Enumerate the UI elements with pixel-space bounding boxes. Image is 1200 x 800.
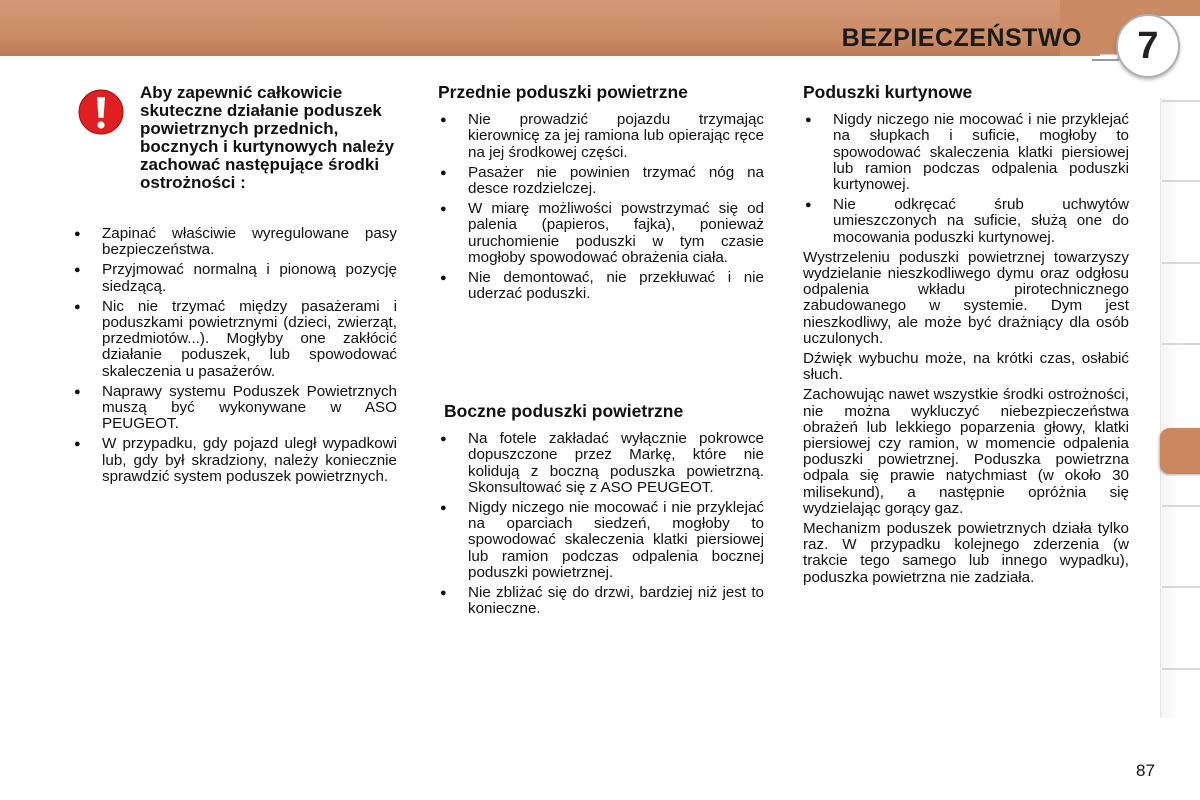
paragraph: Dźwięk wybuchu może, na krótki czas, osłabić słuch. [803,350,1129,384]
warning-list [72,226,397,485]
list-item: ● Pasażer nie powinien trzymać nóg na desce rozdzielczej. [438,165,764,197]
section-heading: Boczne poduszki powietrzne [444,401,684,421]
chapter-badge: 7 [1116,14,1180,78]
list-item: ● Nic nie trzymać między pasażerami i poduszkami powietrznymi (dzieci, zwierząt, przedmiotów...). Mogłyby one zakłócić działanie poduszek, lub spowodować skaleczenia u pasażerów. [72,299,397,380]
list-item: ● W przypadku, gdy pojazd uległ wypadkowi lub, gdy był skradziony, należy koniecznie sprawdzić system poduszek powietrznych. [72,436,397,485]
list-item: ● Nie prowadzić pojazdu trzymając kierownicę za jej ramiona lub opierając ręce na jej środkowej części. [438,112,764,161]
list-item: ● Nie zbliżać się do drzwi, bardziej niż jest to konieczne. [438,585,764,617]
list-item: ● Na fotele zakładać wyłącznie pokrowce dopuszczone przez Markę, które nie kolidują z boczną poduszka powietrzną. Skonsultować się z ASO PEUGEOT. [438,431,764,496]
exclamation-icon [77,88,125,136]
side-tab-divider [1162,668,1200,670]
side-tab-divider [1162,262,1200,264]
side-tab-divider [1162,100,1200,102]
list-item: ● Przyjmować normalną i pionową pozycję siedzącą. [72,262,397,294]
curtain-airbags-list [803,112,1129,246]
list-item: ● Naprawy systemu Poduszek Powietrznych muszą być wykonywane w ASO PEUGEOT. [72,384,397,433]
side-tab-divider [1162,343,1200,345]
list-item: ● Nigdy niczego nie mocować i nie przyklejać na słupkach i suficie, mogłoby to spowodować skaleczenia klatki piersiowej lub ramion podczas odpalenia poduszki kurtynowej. [803,112,1129,193]
warning-list-column [72,226,397,489]
list-item: ● Nie demontować, nie przekłuwać i nie uderzać poduszki. [438,270,764,302]
paragraph: Wystrzeleniu poduszki powietrznej towarzyszy wydzielanie nieszkodliwego dymu oraz odgłosu odpalenia wkładu pirotechnicznego zabudowanego w systemie. Dym jest nieszkodliwy, ale może być drażniący dla osób uczulonych. [803,248,1129,347]
chapter-tab-active[interactable] [1160,428,1200,474]
side-tab-divider [1162,586,1200,588]
section-heading: Przednie poduszki powietrzne [438,82,688,102]
side-tab-divider [1162,505,1200,507]
front-airbags-list [438,112,764,302]
paragraph: Mechanizm poduszek powietrznych działa tylko raz. W przypadku kolejnego zderzenia (w trakcie tego samego lub innego wypadku), poduszka powietrzna nie zadziała. [803,520,1129,586]
list-item: ● Nigdy niczego nie mocować i nie przyklejać na oparciach siedzeń, mogłoby to spowodować skaleczenia klatki piersiowej lub ramion podczas odpalenia bocznej poduszki powietrznej. [438,500,764,581]
list-item: ● Nie odkręcać śrub uchwytów umieszczonych na suficie, służą one do mocowania poduszki kurtynowej. [803,197,1129,246]
page-number: 87 [1136,761,1155,780]
side-airbags-list [438,431,764,617]
list-item: ● W miarę możliwości powstrzymać się od palenia (papieros, fajka), ponieważ uruchomienie poduszki w tym czasie mogłoby spowodować obrażenia ciała. [438,201,764,266]
side-tab-divider [1162,180,1200,182]
curtain-airbags-section [803,84,1129,590]
front-airbags-section [438,84,764,306]
paragraph: Zachowując nawet wszystkie środki ostrożności, nie można wykluczyć niebezpieczeństwa obrażeń lub lekkiego poparzenia głowy, klatki piersiowej czy ramion, w momencie odpalenia poduszki powietrznej. Poduszka powietrzna odpala się prawie natychmiast (w około 30 milisekund), a następnie opróżnia się wydzielając gorący gaz. [803,386,1129,517]
side-airbags-section [438,403,764,621]
page-title: BEZPIECZEŃSTWO [841,24,1082,52]
side-index-strip [1160,98,1179,718]
warning-heading: Aby zapewnić całkowicie skuteczne działanie poduszek powietrznych przednich, bocznych i kurtynowych należy zachować następujące środki ostrożności : [140,83,395,192]
list-item: ● Zapinać właściwie wyregulowane pasy bezpieczeństwa. [72,226,397,258]
section-heading: Poduszki kurtynowe [803,82,973,102]
